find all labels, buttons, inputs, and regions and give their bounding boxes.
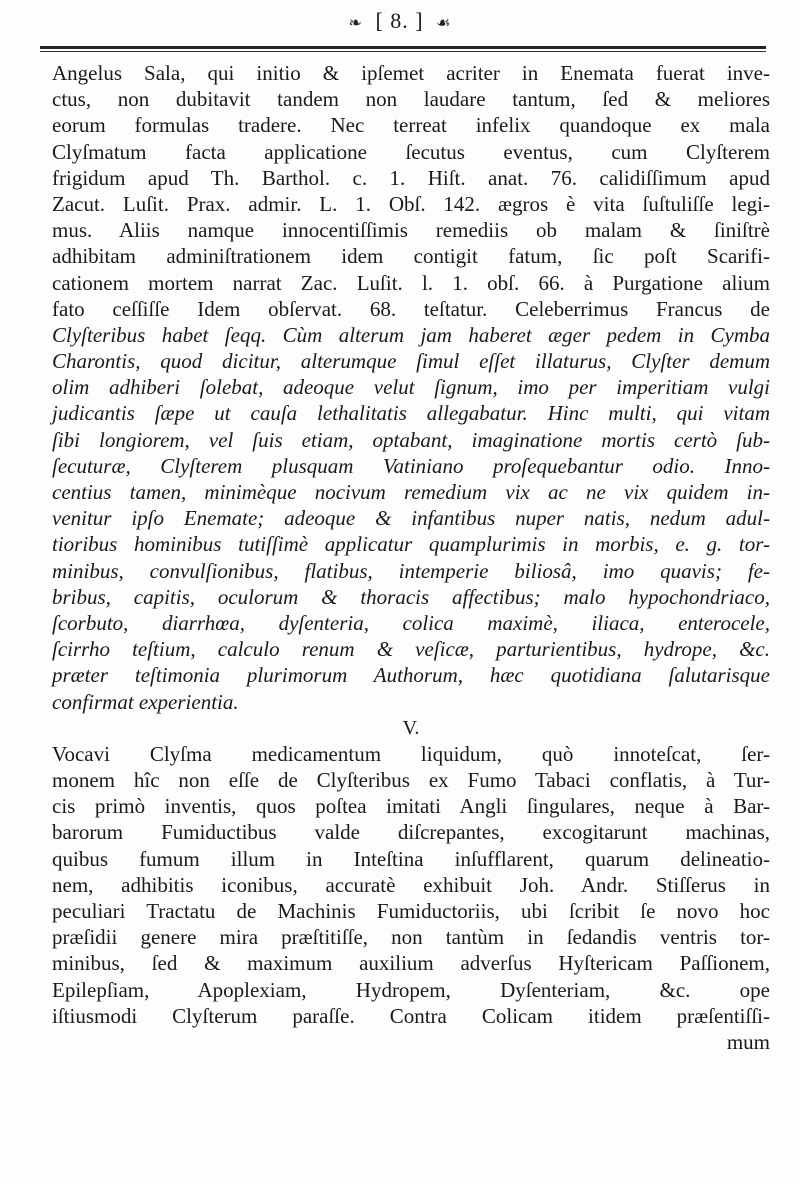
text-line: cationem mortem narrat Zac. Luſit. l. 1. obſ. 66. à Purgatione alium <box>52 270 770 295</box>
text-line: præſidii genere mira præſtitiſſe, non tantùm in ſedandis ventris tor- <box>52 925 770 950</box>
text-line: cis primò inventis, quos poſtea imitati Angli ſingulares, neque à Bar- <box>52 794 770 819</box>
body-text <box>52 60 770 1055</box>
text-line: ſibi longiorem, vel ſuis etiam, optabant, imaginatione mortis certò ſub- <box>52 427 770 452</box>
text-line: nem, adhibitis iconibus, accuratè exhibuit Joh. Andr. Stiſſerus in <box>52 872 770 897</box>
text-line: Charontis, quod dicitur, alterumque ſimul eſſet illaturus, Clyſter demum <box>52 349 770 374</box>
text-line: adhibitam adminiſtrationem idem contigit fatum, ſic poſt Scarifi- <box>52 244 770 269</box>
text-line: venitur ipſo Enemate; adeoque & infantibus nuper natis, nedum adul- <box>52 506 770 531</box>
text-line: tioribus hominibus tutiſſimè applicatur quamplurimis in morbis, e. g. tor- <box>52 532 770 557</box>
ornament-left-icon: ❧ <box>348 14 363 32</box>
text-line: Angelus Sala, qui initio & ipſemet acriter in Enemata fuerat inve- <box>52 61 770 85</box>
text-line: frigidum apud Th. Barthol. c. 1. Hiſt. anat. 76. calidiſſimum apud <box>52 165 770 190</box>
section-number: V. <box>402 716 420 739</box>
text-line: ctus, non dubitavit tandem non laudare tantum, ſed & meliores <box>52 87 770 112</box>
text-line: judicantis ſæpe ut cauſa lethalitatis allegabatur. Hinc multi, qui vitam <box>52 401 770 426</box>
text-line: Clyſmatum facta applicatione ſecutus eventus, cum Clyſterem <box>52 139 770 164</box>
text-line: olim adhiberi ſolebat, adeoque velut ſignum, imo per imperitiam vulgi <box>52 375 770 400</box>
text-line: bribus, capitis, oculorum & thoracis affectibus; malo hypochondriaco, <box>52 584 770 609</box>
header-rule <box>40 46 766 49</box>
header-rule-thin <box>40 51 766 52</box>
text-line: iſtiusmodi Clyſterum paraſſe. Contra Colicam itidem præſentiſſi- <box>52 1003 770 1028</box>
text-line: monem hîc non eſſe de Clyſteribus ex Fumo Tabaci conflatis, à Tur- <box>52 768 770 793</box>
text-line: ſcorbuto, diarrhœa, dyſenteria, colica maximè, iliaca, enterocele, <box>52 610 770 635</box>
text-line: ſcirrho teſtium, calculo renum & veſicæ, parturientibus, hydrope, &c. <box>52 637 770 662</box>
text-line: Zacut. Luſit. Prax. admir. L. 1. Obſ. 142. ægros è vita ſuſtuliſſe legi- <box>52 191 770 216</box>
text-line: Clyſteribus habet ſeqq. Cùm alterum jam haberet æger pedem in Cymba <box>52 322 770 347</box>
text-line: confirmat experientia. <box>52 689 239 714</box>
text-line: quibus fumum illum in Inteſtina inſufflarent, quarum delineatio- <box>52 846 770 871</box>
text-line: mus. Aliis namque innocentiſſimis remediis ob malam & ſiniſtrè <box>52 218 770 243</box>
text-line: centius tamen, minimèque nocivum remedium vix ac ne vix quidem in- <box>52 480 770 504</box>
page-header <box>0 8 800 34</box>
text-line: barorum Fumiductibus valde diſcrepantes, excogitarunt machinas, <box>52 820 770 845</box>
catchword: mum <box>726 1029 770 1054</box>
text-line: Epilepſiam, Apoplexiam, Hydropem, Dyſenteriam, &c. ope <box>52 977 770 1002</box>
ornament-right-icon: ☙ <box>436 14 452 32</box>
text-line: ſecuturæ, Clyſterem plusquam Vatiniano proſequebantur odio. Inno- <box>52 453 770 478</box>
text-line: minibus, ſed & maximum auxilium adverſus Hyſtericam Paſſionem, <box>52 951 770 976</box>
text-line: eorum formulas tradere. Nec terreat infelix quandoque ex mala <box>52 113 770 138</box>
text-line: minibus, convulſionibus, flatibus, intemperie biliosâ, imo quavis; fe- <box>52 558 770 583</box>
text-line: peculiari Tractatu de Machinis Fumiductoriis, ubi ſcribit ſe novo hoc <box>52 899 770 923</box>
page-number: [ 8. ] <box>375 8 424 33</box>
text-line: præter teſtimonia plurimorum Authorum, hæc quotidiana ſalutarisque <box>52 663 770 688</box>
text-line: fato ceſſiſſe Idem obſervat. 68. teſtatur. Celeberrimus Francus de <box>52 296 770 321</box>
text-line: Vocavi Clyſma medicamentum liquidum, quò innoteſcat, ſer- <box>52 741 770 766</box>
